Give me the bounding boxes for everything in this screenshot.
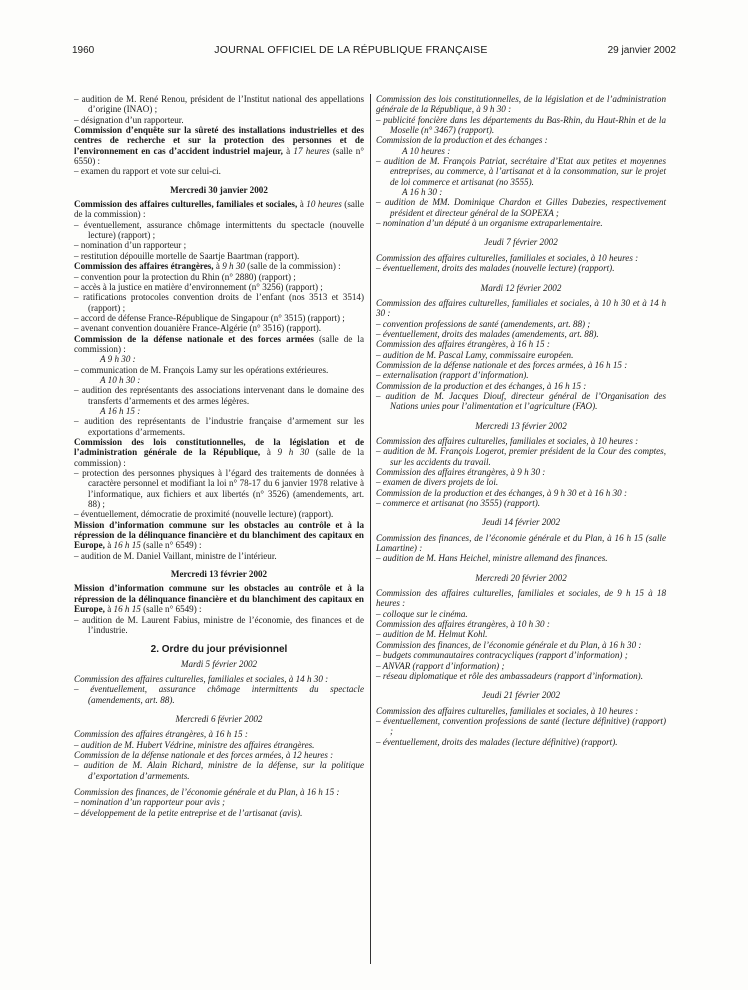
agenda-item: – avenant convention douanière France-Algérie (n° 3516) (rapport).	[74, 323, 322, 334]
agenda-item: – éventuellement, assurance chômage intermittents du spectacle (amendements, art. 88).	[74, 684, 364, 705]
date-heading: Mardi 12 février 2002	[480, 282, 562, 293]
agenda-item: – audition de M. Hubert Védrine, ministre des affaires étrangères.	[74, 739, 315, 750]
agenda-item: – nomination d’un député à un organisme extraparlementaire.	[376, 218, 603, 229]
agenda-item: – communication de M. François Lamy sur les opérations extérieures.	[74, 364, 329, 375]
committee-heading: Commission des affaires culturelles, familiales et sociales, à 10 h 30 et à 14 h 30 :	[376, 297, 666, 319]
header-date: 29 janvier 2002	[607, 45, 676, 56]
agenda-item: – éventuellement, démocratie de proximité (nouvelle lecture) (rapport).	[74, 509, 334, 520]
agenda-item: – ANVAR (rapport d’information) ;	[376, 660, 505, 671]
committee-heading: Commission des affaires étrangères, à 9 h 30 (salle de la commission) :	[74, 261, 341, 272]
time-label: A 16 h 15 :	[100, 405, 141, 416]
agenda-item: – examen du rapport et vote sur celui-ci.	[74, 166, 221, 177]
agenda-item: – éventuellement, droits des malades (amendements, art. 88).	[376, 328, 599, 339]
journal-title: JOURNAL OFFICIEL DE LA RÉPUBLIQUE FRANÇAISE	[214, 44, 488, 56]
agenda-item: – convention professions de santé (amendements, art. 88) ;	[376, 318, 591, 329]
agenda-item: – colloque sur le cinéma.	[376, 608, 468, 619]
column-divider	[370, 94, 371, 964]
date-heading: Mercredi 30 janvier 2002	[170, 184, 268, 195]
committee-heading: Commission des finances, de l’économie générale et du Plan, à 16 h 15 (salle Lamartine) :	[376, 532, 666, 554]
agenda-item: – audition de M. Jacques Diouf, directeur général de l’Organisation des Nations unies pour l’alimentation et l’agriculture (FAO).	[376, 390, 666, 412]
agenda-item: – restitution dépouille mortelle de Saartje Baartman (rapport).	[74, 250, 300, 261]
committee-heading: Commission des affaires culturelles, familiales et sociales, à 14 h 30 :	[74, 673, 329, 684]
date-heading: Mercredi 6 février 2002	[175, 713, 263, 724]
committee-heading: Commission des lois constitutionnelles, de la législation et de l’administration générale de la République, à 9 h 30 (salle de la commission) :	[74, 437, 364, 468]
committee-heading: Commission des affaires culturelles, familiales et sociales, à 10 heures :	[376, 252, 639, 263]
committee-heading: Commission d’enquête sur la sûreté des installations industrielles et des centres de recherche et sur la protection des personnes et de l’environnement en cas d’accident industriel majeur, à 17 heures (salle n° 6550) :	[74, 125, 364, 167]
agenda-item: – audition des représentants de l’industrie française d’armement sur les exportations d’armements.	[74, 416, 364, 437]
agenda-item: – commerce et artisanat (no 3555) (rapport).	[376, 498, 541, 509]
agenda-item: – éventuellement, droits des malades (nouvelle lecture) (rapport).	[376, 263, 615, 274]
time-label: A 9 h 30 :	[100, 354, 136, 365]
agenda-item: – audition de M. René Renou, président de l’Institut national des appellations d’origine (INAO) ;	[74, 94, 364, 115]
agenda-item: – désignation d’un rapporteur.	[74, 114, 184, 125]
agenda-item: – examen de divers projets de loi.	[376, 477, 499, 488]
committee-heading: Commission des affaires culturelles, familiales et sociales, de 9 h 15 à 18 heures :	[376, 588, 666, 609]
committee-heading: Commission des affaires étrangères, à 16 h 15 :	[74, 729, 248, 740]
time-label: A 16 h 30 :	[402, 187, 443, 198]
date-heading: Jeudi 14 février 2002	[481, 517, 561, 528]
left-column	[74, 94, 364, 818]
agenda-item: – externalisation (rapport d’information).	[376, 370, 529, 381]
agenda-item: – protection des personnes physiques à l’égard des traitements de données à caractère personnel et modifiant la loi n° 78-17 du 6 janvier 1978 relative à l’informatique, aux fichiers et aux libertés (n° 3526) (amendements, art. 88) ;	[74, 468, 364, 510]
agenda-item: – audition de M. Pascal Lamy, commissaire européen.	[376, 349, 574, 360]
committee-heading: Commission des finances, de l’économie générale et du Plan, à 16 h 30 :	[376, 639, 642, 650]
date-heading: Mercredi 20 février 2002	[475, 572, 567, 583]
date-heading: Jeudi 21 février 2002	[481, 690, 561, 701]
agenda-item: – développement de la petite entreprise et de l’artisanat (avis).	[74, 807, 303, 818]
agenda-item: – audition de M. Hans Heichel, ministre allemand des finances.	[376, 553, 608, 564]
agenda-item: – accès à la justice en matière d’environnement (n° 3256) (rapport) ;	[74, 281, 323, 292]
committee-heading: Commission des affaires culturelles, familiales et sociales, à 10 heures :	[376, 435, 639, 446]
agenda-item: – nomination d’un rapporteur ;	[74, 240, 187, 251]
committee-heading: Mission d’information commune sur les obstacles au contrôle et à la répression de la délinquance financière et du blanchiment des capitaux en Europe, à 16 h 15 (salle n° 6549) :	[74, 519, 364, 551]
committee-heading: Commission de la production et des échanges, à 16 h 15 :	[376, 380, 587, 391]
committee-heading: Commission des affaires culturelles, familiales et sociales, à 10 heures :	[376, 705, 639, 716]
page-number: 1960	[72, 45, 95, 56]
committee-heading: Commission de la défense nationale et des forces armées, à 16 h 15 :	[376, 359, 628, 370]
agenda-item: – éventuellement, convention professions de santé (lecture définitive) (rapport) ;	[376, 715, 666, 737]
committee-heading: Commission de la production et des échanges, à 9 h 30 et à 16 h 30 :	[376, 487, 627, 498]
agenda-item: – audition des représentants des associations intervenant dans le domaine des transferts d’armements et des armes légères.	[74, 385, 364, 406]
agenda-item: – budgets communautaires contracycliques (rapport d’information) ;	[376, 650, 628, 661]
agenda-item: – publicité foncière dans les départements du Bas-Rhin, du Haut-Rhin et de la Moselle (n° 3467) (rapport).	[376, 114, 666, 136]
committee-heading: Commission des affaires étrangères, à 16 h 15 :	[376, 339, 550, 350]
committee-heading: Commission des lois constitutionnelles, de la législation et de l’administration générale de la République, à 9 h 30 :	[376, 94, 666, 115]
page-header	[72, 44, 676, 56]
committee-heading: Commission de la production et des échanges :	[376, 135, 548, 146]
agenda-item: – éventuellement, droits des malades (lecture définitive) (rapport).	[376, 736, 618, 747]
committee-heading: Commission de la défense nationale et des forces armées (salle de la commission) :	[74, 333, 364, 354]
agenda-item: – réseau diplomatique et rôle des ambassadeurs (rapport d’information).	[376, 670, 643, 681]
committee-heading: Commission des finances, de l’économie générale et du Plan, à 16 h 15 :	[74, 786, 340, 797]
agenda-item: – audition de MM. Dominique Chardon et Gilles Dabezies, respectivement président et directeur général de la SOPEXA ;	[376, 197, 666, 218]
agenda-item: – éventuellement, assurance chômage intermittents du spectacle (nouvelle lecture) (rapport) ;	[74, 219, 364, 241]
agenda-item: – accord de défense France-République de Singapour (n° 3515) (rapport) ;	[74, 312, 345, 323]
committee-heading: Commission des affaires culturelles, familiales et sociales, à 10 heures (salle de la commission) :	[74, 199, 364, 220]
agenda-item: – audition de M. Daniel Vaillant, ministre de l’intérieur.	[74, 550, 277, 561]
agenda-item: – audition de M. François Patriat, secrétaire d’Etat aux petites et moyennes entreprises, au commerce, à l’artisanat et à la consommation, sur le projet de loi commerce et artisanat (no 3555).	[376, 156, 666, 187]
committee-heading: Commission des affaires étrangères, à 10 h 30 :	[376, 619, 550, 630]
date-heading: Jeudi 7 février 2002	[484, 237, 558, 248]
agenda-item: – nomination d’un rapporteur pour avis ;	[74, 797, 226, 808]
right-column	[376, 94, 666, 747]
time-label: A 10 h 30 :	[100, 374, 141, 385]
agenda-item: – audition de M. Alain Richard, ministre de la défense, sur la politique d’exportation d’armements.	[74, 760, 364, 781]
date-heading: Mercredi 13 février 2002	[170, 569, 268, 580]
agenda-item: – audition de M. Helmut Kohl.	[376, 629, 488, 640]
section-heading: 2. Ordre du jour prévisionnel	[150, 644, 288, 656]
agenda-item: – ratifications protocoles convention droits de l’enfant (nos 3513 et 3514) (rapport) ;	[74, 292, 364, 313]
committee-heading: Commission de la défense nationale et des forces armées, à 12 heures :	[74, 749, 334, 760]
date-heading: Mardi 5 février 2002	[180, 658, 258, 669]
agenda-item: – audition de M. François Logerot, premier président de la Cour des comptes, sur les accidents du travail.	[376, 446, 666, 467]
committee-heading: Mission d’information commune sur les obstacles au contrôle et à la répression de la délinquance financière et du blanchiment des capitaux en Europe, à 16 h 15 (salle n° 6549) :	[74, 583, 364, 615]
agenda-item: – audition de M. Laurent Fabius, ministre de l’économie, des finances et de l’industrie.	[74, 614, 364, 635]
committee-heading: Commission des affaires étrangères, à 9 h 30 :	[376, 467, 546, 477]
date-heading: Mercredi 13 février 2002	[475, 420, 567, 431]
time-label: A 10 heures :	[402, 145, 451, 156]
agenda-item: – convention pour la protection du Rhin (n° 2880) (rapport) ;	[74, 271, 296, 282]
